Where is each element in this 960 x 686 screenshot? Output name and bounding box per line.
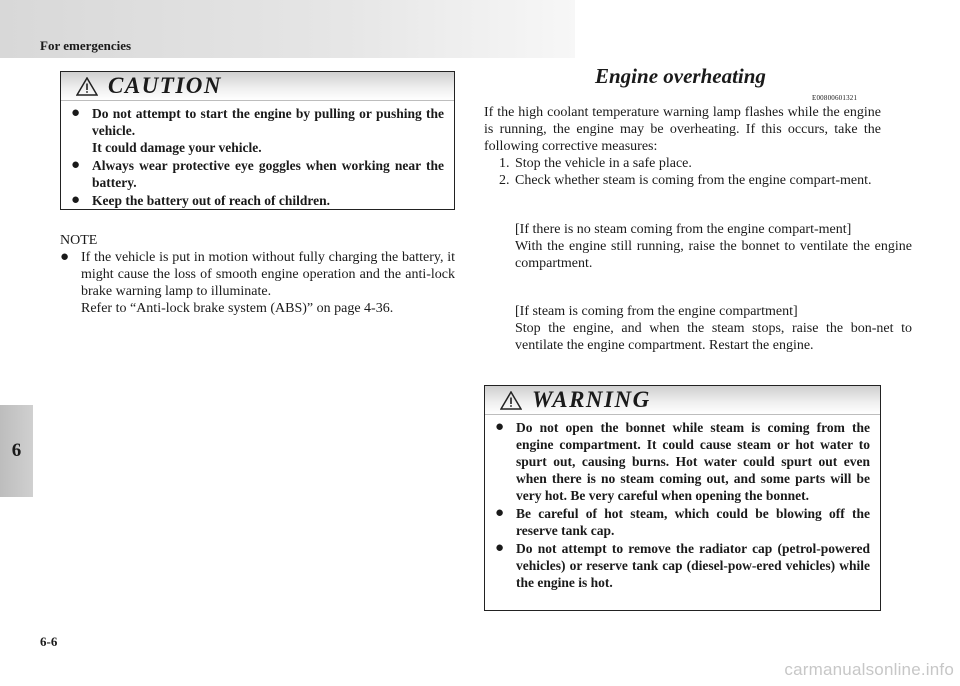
page-header-title: For emergencies xyxy=(40,38,132,53)
bullet-icon: ● xyxy=(60,249,70,265)
step-number: 1. xyxy=(499,156,510,171)
case-text: With the engine still running, raise the bonnet to ventilate the engine compartment. xyxy=(515,239,912,271)
warning-header xyxy=(485,386,880,415)
note-text: If the vehicle is put in motion without fully charging the battery, it might cause the loss of smooth engine operation and the anti-lock brake warning lamp to illuminate. xyxy=(81,250,455,299)
step-2 xyxy=(484,172,881,189)
step-1 xyxy=(484,155,881,172)
note-block xyxy=(60,232,455,317)
case-heading: [If steam is coming from the engine compartment] xyxy=(515,304,798,319)
section-code: E00800601321 xyxy=(812,94,858,102)
note-label: NOTE xyxy=(60,233,98,248)
warning-item: ● Do not attempt to remove the radiator cap (petrol-powered vehicles) or reserve tank cap (diesel-pow-ered vehicles) while the engine is hot. xyxy=(495,540,870,590)
caution-box xyxy=(60,71,455,210)
warning-box xyxy=(484,385,881,611)
case-no-steam xyxy=(484,221,912,272)
watermark: carmanualsonline.info xyxy=(784,660,954,679)
caution-item: ● Do not attempt to start the engine by pulling or pushing the vehicle. It could damage your vehicle. xyxy=(71,105,444,155)
step-text: Check whether steam is coming from the engine compart-ment. xyxy=(515,173,872,188)
bullet-icon: ● xyxy=(495,419,505,435)
intro-paragraph: If the high coolant temperature warning lamp flashes while the engine is running, the engine may be overheating. If this occurs, take the following corrective measures: xyxy=(484,105,881,154)
case-heading: [If there is no steam coming from the engine compart-ment] xyxy=(515,222,852,237)
page-number: 6-6 xyxy=(40,634,58,649)
note-reference: Refer to “Anti-lock brake system (ABS)” on page 4-36. xyxy=(81,301,394,316)
section-title: Engine overheating xyxy=(595,64,766,88)
caution-list xyxy=(61,101,454,216)
bullet-icon: ● xyxy=(71,105,81,121)
warning-title: WARNING xyxy=(532,387,651,412)
warning-item: ● Be careful of hot steam, which could be blowing off the reserve tank cap. xyxy=(495,505,870,538)
bullet-icon: ● xyxy=(495,540,505,556)
bullet-icon: ● xyxy=(71,192,81,208)
caution-title: CAUTION xyxy=(108,73,223,98)
warning-item: ● Do not open the bonnet while steam is coming from the engine compartment. It could cause steam or hot water to spurt out, causing burns. Hot water could spurt out even when there is no steam coming out, and some parts will be very hot. Be very careful when opening the bonnet. xyxy=(495,419,870,503)
caution-item: ● Keep the battery out of reach of children. xyxy=(71,192,330,208)
steps-list xyxy=(484,155,881,189)
bullet-icon: ● xyxy=(71,157,81,173)
warning-triangle-icon xyxy=(76,77,98,96)
chapter-tab xyxy=(0,405,33,497)
step-number: 2. xyxy=(499,173,510,188)
note-item xyxy=(60,249,455,317)
chapter-number: 6 xyxy=(11,440,22,461)
bullet-icon: ● xyxy=(495,505,505,521)
warning-list xyxy=(485,415,880,598)
caution-header xyxy=(61,72,454,101)
caution-item: ● Always wear protective eye goggles when working near the battery. xyxy=(71,157,444,190)
step-text: Stop the vehicle in a safe place. xyxy=(515,156,692,171)
case-steam xyxy=(484,303,912,354)
case-text: Stop the engine, and when the steam stops, raise the bon-net to ventilate the engine compartment. Restart the engine. xyxy=(515,321,912,353)
warning-triangle-icon xyxy=(500,391,522,410)
